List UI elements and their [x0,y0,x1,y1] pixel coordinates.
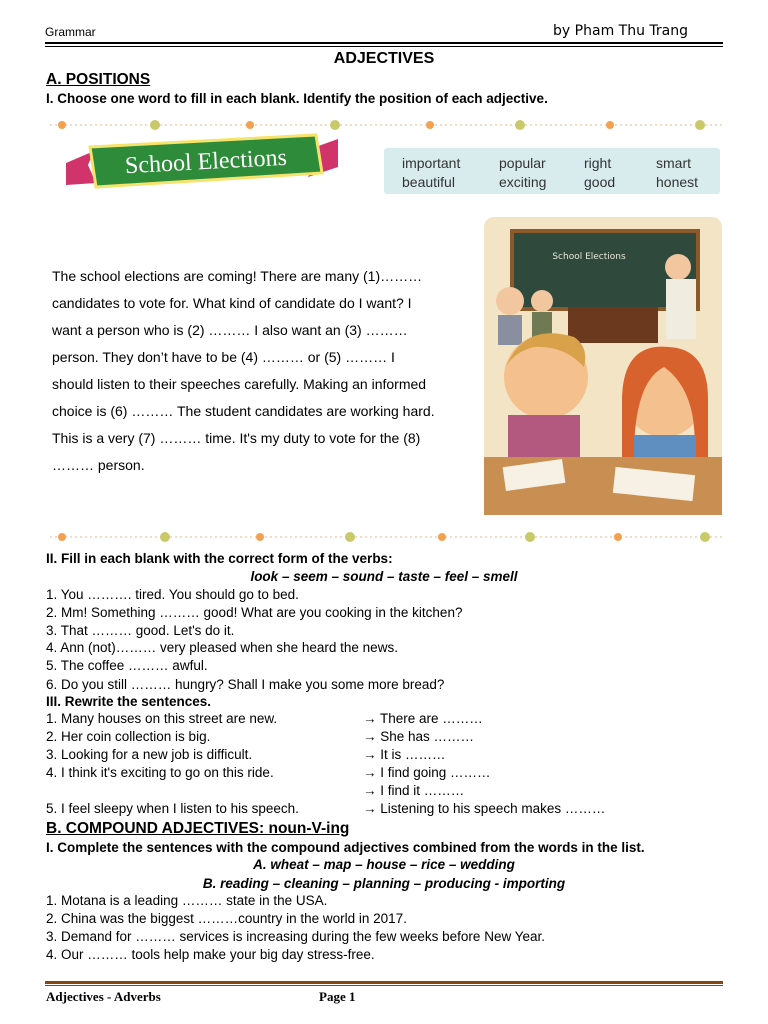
exercise-item: 2. Mm! Something ……… good! What are you cooking in the kitchen? [46,605,463,620]
passage-line: ……… person. [52,457,145,473]
exercise-item: 3. Demand for ……… services is increasing during the few weeks before New Year. [46,929,545,944]
word-item: good [584,174,616,190]
word-item: smart [656,155,691,171]
header-rule [45,42,723,44]
exercise-item: 4. Ann (not)……… very pleased when she heard the news. [46,640,398,655]
word-bank [384,148,720,194]
floral-border-bottom [50,528,722,546]
rewrite-item: 2. Her coin collection is big. [46,729,211,744]
header-author: by Pham Thu Trang [553,23,688,39]
svg-text:School Elections: School Elections [552,252,626,262]
rewrite-answer: → Listening to his speech makes ……… [363,801,606,816]
passage-line: choice is (6) ……… The student candidates are working hard. [52,403,435,419]
school-elections-banner [66,133,338,195]
verb-list: look – seem – sound – taste – feel – smell [250,569,518,584]
passage-line: should listen to their speeches carefully. Making an informed [52,376,427,392]
rewrite-item: 1. Many houses on this street are new. [46,711,278,726]
footer-topic: Adjectives - Adverbs [46,989,161,1004]
section-a-heading: A. POSITIONS [46,71,151,88]
passage-line: This is a very (7) ……… time. It's my duty to vote for the (8) [52,430,421,446]
header-rule-thin [45,46,723,47]
passage-line: want a person who is (2) ……… I also want an (3) ……… [52,322,408,338]
exercise-b1-instruction: I. Complete the sentences with the compound adjectives combined from the words in the list. [46,840,645,855]
reading-passage [52,263,464,479]
word-item: honest [656,174,699,190]
exercise-item: 6. Do you still ……… hungry? Shall I make you some more bread? [46,677,445,692]
banner-text: School Elections [124,144,288,180]
passage-line: person. They don’t have to be (4) ……… or (5) ……… I [52,349,395,365]
exercise-1-instruction: I. Choose one word to fill in each blank. Identify the position of each adjective. [46,91,548,106]
rewrite-answer: → There are ……… [363,711,483,726]
exercise-item: 2. China was the biggest ………country in the world in 2017. [46,911,407,926]
rewrite-item: 4. I think it's exciting to go on this ride. [46,765,274,780]
rewrite-item: 5. I feel sleepy when I listen to his speech. [46,801,299,816]
word-item: right [584,155,612,171]
rewrite-answer: → I find it ……… [363,783,465,798]
section-b-heading: B. COMPOUND ADJECTIVES: noun-V-ing [46,820,350,837]
word-item: popular [499,155,546,171]
rewrite-item: 3. Looking for a new job is difficult. [46,747,253,762]
classroom-illustration [484,217,722,515]
rewrite-answer: → It is ……… [363,747,446,762]
word-item: exciting [499,174,547,190]
exercise-3-instruction: III. Rewrite the sentences. [46,694,212,709]
exercise-item: 4. Our ……… tools help make your big day stress-free. [46,947,375,962]
passage-line: The school elections are coming! There are many (1)……… [52,268,423,284]
passage-line: candidates to vote for. What kind of candidate do I want? I [52,295,412,311]
page-number: Page 1 [319,989,356,1004]
exercise-item: 5. The coffee ……… awful. [46,658,208,673]
footer-rule [45,981,723,984]
exercise-item: 1. Motana is a leading ……… state in the USA. [46,893,328,908]
word-item: important [402,155,461,171]
rewrite-answer: → I find going ……… [363,765,491,780]
floral-border-top [50,116,722,134]
word-list-b: B. reading – cleaning – planning – producing - importing [202,876,566,891]
exercise-2-instruction: II. Fill in each blank with the correct form of the verbs: [46,551,393,566]
rewrite-answer: → She has ……… [363,729,475,744]
word-item: beautiful [402,174,455,190]
exercise-item: 3. That ……… good. Let's do it. [46,623,235,638]
word-list-a: A. wheat – map – house – rice – wedding [253,857,515,872]
exercise-item: 1. You ………. tired. You should go to bed. [46,587,299,602]
page-title: ADJECTIVES [333,50,435,67]
header-subject: Grammar [45,25,96,39]
footer-rule-thin [45,985,723,986]
